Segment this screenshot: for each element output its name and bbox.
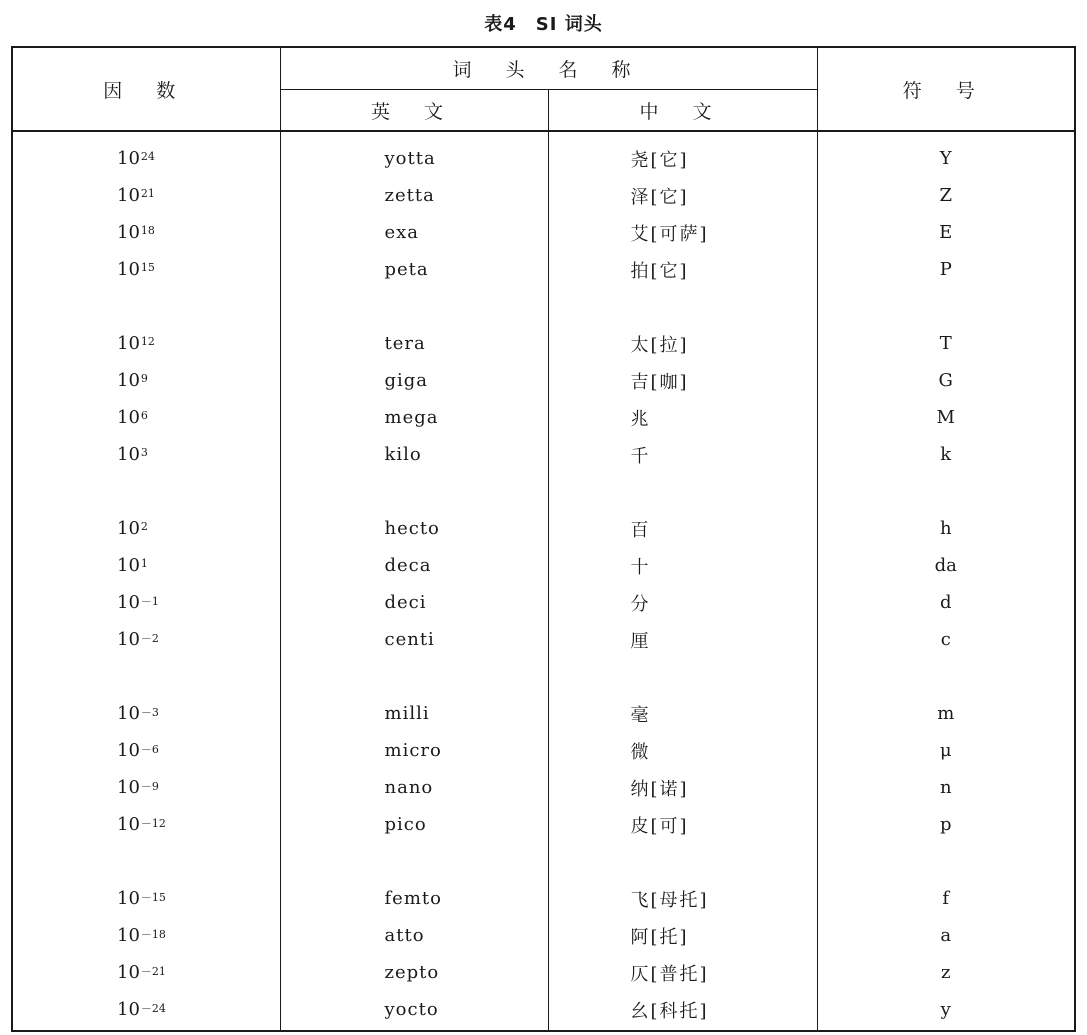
symbol-text: Z	[939, 185, 952, 206]
factor-exponent: －15	[140, 890, 166, 904]
chinese-name-cell	[548, 547, 817, 584]
english-name-cell	[280, 584, 548, 621]
group-spacer	[12, 658, 1075, 695]
table-row	[12, 621, 1075, 658]
factor-base: 10	[117, 814, 140, 835]
factor-exponent: 9	[140, 372, 148, 385]
english-name-text: yocto	[384, 999, 439, 1020]
spacer-cell	[548, 658, 817, 695]
factor-exponent: －21	[140, 964, 166, 978]
factor-exponent: －12	[140, 816, 166, 830]
english-name-cell	[280, 769, 548, 806]
symbol-cell	[817, 251, 1075, 288]
chinese-name-cell	[548, 584, 817, 621]
table-row	[12, 954, 1075, 991]
symbol-cell	[817, 695, 1075, 732]
chinese-name-cell	[548, 251, 817, 288]
table-row	[12, 251, 1075, 288]
factor-cell	[12, 547, 280, 584]
factor-cell	[12, 131, 280, 177]
symbol-text: Y	[939, 148, 952, 169]
english-name-text: femto	[384, 888, 442, 909]
chinese-name-text: 纳[诺]	[630, 778, 689, 800]
symbol-text: h	[939, 518, 952, 539]
factor-exponent: 12	[140, 335, 155, 348]
english-name-text: mega	[384, 407, 439, 428]
chinese-name-text: 千	[630, 445, 651, 467]
group-spacer	[12, 288, 1075, 325]
factor-exponent: －9	[140, 779, 159, 793]
english-name-text: deci	[384, 592, 427, 613]
spacer-cell	[12, 658, 280, 695]
chinese-name-text: 阿[托]	[630, 926, 689, 948]
factor-cell	[12, 177, 280, 214]
english-name-cell	[280, 325, 548, 362]
chinese-name-cell	[548, 695, 817, 732]
spacer-cell	[12, 473, 280, 510]
spacer-cell	[548, 843, 817, 880]
factor-cell	[12, 880, 280, 917]
table-row	[12, 695, 1075, 732]
english-name-cell	[280, 436, 548, 473]
group-spacer	[12, 843, 1075, 880]
spacer-cell	[12, 843, 280, 880]
symbol-cell	[817, 131, 1075, 177]
factor-base: 10	[117, 999, 140, 1020]
factor-cell	[12, 695, 280, 732]
chinese-name-text: 百	[630, 519, 651, 541]
english-name-text: atto	[384, 925, 425, 946]
spacer-cell	[817, 288, 1075, 325]
spacer-cell	[280, 658, 548, 695]
factor-base: 10	[117, 370, 140, 391]
table-row	[12, 806, 1075, 843]
factor-exponent: －3	[140, 705, 159, 719]
factor-cell	[12, 251, 280, 288]
factor-base: 10	[117, 629, 140, 650]
factor-base: 10	[117, 888, 140, 909]
symbol-text: E	[939, 222, 953, 243]
english-name-text: milli	[384, 703, 430, 724]
chinese-name-cell	[548, 362, 817, 399]
factor-base: 10	[117, 259, 140, 280]
factor-base: 10	[117, 148, 140, 169]
factor-cell	[12, 436, 280, 473]
factor-exponent: －6	[140, 742, 159, 756]
factor-base: 10	[117, 703, 140, 724]
table-row	[12, 584, 1075, 621]
table-row	[12, 510, 1075, 547]
factor-base: 10	[117, 407, 140, 428]
english-name-cell	[280, 991, 548, 1031]
chinese-name-cell	[548, 214, 817, 251]
chinese-name-text: 微	[630, 741, 651, 763]
factor-exponent: －2	[140, 631, 159, 645]
symbol-cell	[817, 399, 1075, 436]
factor-cell	[12, 362, 280, 399]
english-name-text: tera	[384, 333, 426, 354]
english-name-cell	[280, 806, 548, 843]
english-name-cell	[280, 880, 548, 917]
factor-exponent: 21	[140, 187, 155, 200]
chinese-name-cell	[548, 325, 817, 362]
factor-base: 10	[117, 333, 140, 354]
header-symbol: 符 号	[817, 47, 1075, 131]
symbol-text: m	[937, 703, 955, 724]
spacer-cell	[280, 843, 548, 880]
chinese-name-text: 尧[它]	[630, 149, 689, 171]
symbol-text: da	[934, 555, 957, 576]
table-row	[12, 177, 1075, 214]
factor-cell	[12, 954, 280, 991]
table-row	[12, 732, 1075, 769]
factor-base: 10	[117, 185, 140, 206]
header-factor: 因 数	[12, 47, 280, 131]
english-name-text: deca	[384, 555, 432, 576]
english-name-cell	[280, 131, 548, 177]
factor-base: 10	[117, 222, 140, 243]
header-prefix-name: 词 头 名 称	[280, 47, 817, 90]
symbol-cell	[817, 510, 1075, 547]
table-row	[12, 214, 1075, 251]
english-name-cell	[280, 399, 548, 436]
factor-exponent: 18	[140, 224, 155, 237]
symbol-cell	[817, 214, 1075, 251]
english-name-cell	[280, 510, 548, 547]
symbol-cell	[817, 547, 1075, 584]
factor-exponent: －1	[140, 594, 159, 608]
english-name-cell	[280, 621, 548, 658]
chinese-name-text: 毫	[630, 704, 651, 726]
chinese-name-text: 太[拉]	[630, 334, 689, 356]
english-name-cell	[280, 214, 548, 251]
symbol-cell	[817, 362, 1075, 399]
symbol-cell	[817, 732, 1075, 769]
factor-cell	[12, 917, 280, 954]
chinese-name-text: 皮[可]	[630, 815, 689, 837]
english-name-cell	[280, 954, 548, 991]
symbol-text: c	[940, 629, 951, 650]
english-name-text: micro	[384, 740, 442, 761]
table-row	[12, 769, 1075, 806]
table-row	[12, 547, 1075, 584]
factor-base: 10	[117, 925, 140, 946]
table-row	[12, 399, 1075, 436]
chinese-name-cell	[548, 991, 817, 1031]
spacer-cell	[12, 288, 280, 325]
symbol-cell	[817, 584, 1075, 621]
chinese-name-text: 飞[母托]	[630, 889, 709, 911]
table-row	[12, 436, 1075, 473]
si-prefix-table	[11, 46, 1076, 1032]
spacer-cell	[548, 288, 817, 325]
chinese-name-text: 泽[它]	[630, 186, 689, 208]
english-name-text: yotta	[384, 148, 436, 169]
factor-exponent: 1	[140, 557, 148, 570]
chinese-name-text: 拍[它]	[630, 260, 689, 282]
symbol-text: y	[940, 999, 951, 1020]
symbol-cell	[817, 954, 1075, 991]
table-row	[12, 131, 1075, 177]
chinese-name-cell	[548, 806, 817, 843]
chinese-name-cell	[548, 177, 817, 214]
chinese-name-text: 十	[630, 556, 651, 578]
english-name-cell	[280, 251, 548, 288]
symbol-cell	[817, 325, 1075, 362]
english-name-text: centi	[384, 629, 435, 650]
factor-base: 10	[117, 777, 140, 798]
header-english: 英 文	[280, 90, 548, 132]
table-row	[12, 917, 1075, 954]
chinese-name-cell	[548, 732, 817, 769]
english-name-cell	[280, 917, 548, 954]
factor-base: 10	[117, 555, 140, 576]
english-name-cell	[280, 732, 548, 769]
table-row	[12, 880, 1075, 917]
symbol-text: d	[939, 592, 952, 613]
symbol-text: a	[940, 925, 952, 946]
factor-base: 10	[117, 962, 140, 983]
factor-exponent: 3	[140, 446, 148, 459]
factor-cell	[12, 214, 280, 251]
english-name-text: nano	[384, 777, 434, 798]
chinese-name-cell	[548, 917, 817, 954]
symbol-cell	[817, 917, 1075, 954]
symbol-text: n	[939, 777, 952, 798]
spacer-cell	[817, 843, 1075, 880]
chinese-name-text: 吉[咖]	[630, 371, 689, 393]
group-spacer	[12, 473, 1075, 510]
table-row	[12, 991, 1075, 1031]
spacer-cell	[280, 288, 548, 325]
spacer-cell	[817, 658, 1075, 695]
factor-base: 10	[117, 740, 140, 761]
chinese-name-cell	[548, 131, 817, 177]
english-name-text: exa	[384, 222, 420, 243]
factor-cell	[12, 732, 280, 769]
english-name-text: pico	[384, 814, 427, 835]
english-name-text: kilo	[384, 444, 422, 465]
symbol-cell	[817, 621, 1075, 658]
chinese-name-cell	[548, 880, 817, 917]
factor-base: 10	[117, 444, 140, 465]
factor-cell	[12, 769, 280, 806]
english-name-text: zetta	[384, 185, 435, 206]
chinese-name-cell	[548, 436, 817, 473]
symbol-cell	[817, 177, 1075, 214]
table-body	[12, 131, 1075, 1031]
english-name-text: giga	[384, 370, 429, 391]
table-header	[12, 47, 1075, 131]
factor-cell	[12, 399, 280, 436]
factor-exponent: 24	[140, 150, 155, 163]
table-caption: 表4 SI 词头	[484, 14, 603, 35]
english-name-cell	[280, 695, 548, 732]
symbol-text: P	[939, 259, 952, 280]
factor-exponent: 15	[140, 261, 155, 274]
factor-cell	[12, 510, 280, 547]
chinese-name-text: 厘	[630, 630, 651, 652]
symbol-cell	[817, 806, 1075, 843]
english-name-cell	[280, 362, 548, 399]
symbol-cell	[817, 769, 1075, 806]
symbol-text: G	[938, 370, 953, 391]
symbol-text: M	[936, 407, 955, 428]
chinese-name-text: 艾[可萨]	[630, 223, 709, 245]
factor-base: 10	[117, 592, 140, 613]
factor-cell	[12, 584, 280, 621]
factor-exponent: 6	[140, 409, 148, 422]
chinese-name-text: 仄[普托]	[630, 963, 709, 985]
factor-exponent: －18	[140, 927, 166, 941]
english-name-text: zepto	[384, 962, 440, 983]
factor-cell	[12, 806, 280, 843]
chinese-name-cell	[548, 954, 817, 991]
chinese-name-text: 兆	[630, 408, 651, 430]
factor-base: 10	[117, 518, 140, 539]
symbol-text: f	[942, 888, 950, 909]
chinese-name-cell	[548, 769, 817, 806]
symbol-text: T	[939, 333, 952, 354]
english-name-cell	[280, 547, 548, 584]
symbol-cell	[817, 880, 1075, 917]
symbol-text: μ	[939, 740, 952, 761]
chinese-name-cell	[548, 399, 817, 436]
symbol-cell	[817, 991, 1075, 1031]
factor-cell	[12, 991, 280, 1031]
english-name-text: hecto	[384, 518, 440, 539]
factor-cell	[12, 621, 280, 658]
table-row	[12, 325, 1075, 362]
factor-exponent: －24	[140, 1001, 166, 1015]
english-name-cell	[280, 177, 548, 214]
header-chinese: 中 文	[548, 90, 817, 132]
factor-exponent: 2	[140, 520, 148, 533]
symbol-text: p	[939, 814, 952, 835]
chinese-name-cell	[548, 621, 817, 658]
symbol-text: k	[940, 444, 952, 465]
chinese-name-cell	[548, 510, 817, 547]
symbol-cell	[817, 436, 1075, 473]
table-row	[12, 362, 1075, 399]
chinese-name-text: 幺[科托]	[630, 1000, 709, 1022]
symbol-text: z	[941, 962, 951, 983]
chinese-name-text: 分	[630, 593, 651, 615]
spacer-cell	[280, 473, 548, 510]
english-name-text: peta	[384, 259, 429, 280]
spacer-cell	[817, 473, 1075, 510]
factor-cell	[12, 325, 280, 362]
spacer-cell	[548, 473, 817, 510]
